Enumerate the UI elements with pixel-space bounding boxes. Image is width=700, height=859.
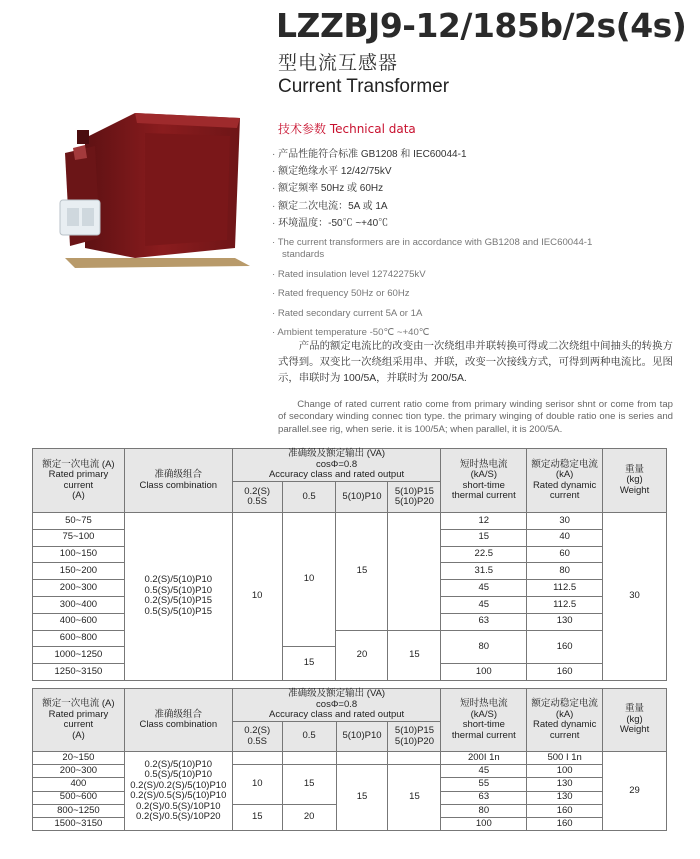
table-cell: 20 xyxy=(282,804,336,830)
table-cell: 50~75 xyxy=(33,513,125,530)
table-cell: 15 xyxy=(336,513,388,631)
table-cell: 130 xyxy=(527,613,603,630)
spec-table-1 xyxy=(32,448,667,681)
table-cell: 100~150 xyxy=(33,546,125,563)
spec-item-en: · Ambient temperature -50℃ ~+40℃ xyxy=(272,327,672,339)
current-transformer-image xyxy=(55,108,260,283)
header-class-1: 0.2(S) 0.5S xyxy=(232,722,282,752)
spec-item: · 产品性能符合标准 GB1208 和 IEC60044-1 xyxy=(272,146,467,163)
header-class-4: 5(10)P15 5(10)P20 xyxy=(388,722,441,752)
table-cell: 10 xyxy=(232,765,282,805)
header-class-3: 5(10)P10 xyxy=(336,482,388,513)
table-cell: 15 xyxy=(441,529,527,546)
header-primary-current: 额定一次电流 (A) Rated primary current (A) xyxy=(33,689,125,752)
table-cell: 1250~3150 xyxy=(33,664,125,681)
header-short-time-current: 短时热电流 (kA/S) short-time thermal current xyxy=(441,689,527,752)
header-class-3: 5(10)P10 xyxy=(336,722,388,752)
table-cell: 45 xyxy=(441,580,527,597)
table-cell: 500 I 1n xyxy=(527,752,603,765)
table-cell: 160 xyxy=(527,630,603,664)
spec-item-en: · The current transformers are in accordance with GB1208 and IEC60044-1 standards xyxy=(272,237,672,261)
header-primary-current: 额定一次电流 (A) Rated primary current (A) xyxy=(33,449,125,513)
table-cell: 45 xyxy=(441,765,527,778)
header-class-2: 0.5 xyxy=(282,482,336,513)
header-short-time-current: 短时热电流 (kA/S) short-time thermal current xyxy=(441,449,527,513)
table-row xyxy=(33,752,667,765)
table-cell: 22.5 xyxy=(441,546,527,563)
table-cell xyxy=(388,513,441,631)
table-cell: 20~150 xyxy=(33,752,125,765)
header-dynamic-current: 额定动稳定电流 (kA) Rated dynamic current xyxy=(527,689,603,752)
table-cell: 75~100 xyxy=(33,529,125,546)
table-cell: 130 xyxy=(527,778,603,791)
table-cell: 63 xyxy=(441,613,527,630)
header-class-4: 5(10)P15 5(10)P20 xyxy=(388,482,441,513)
spec-list-chinese xyxy=(272,146,467,232)
table-cell: 15 xyxy=(388,630,441,680)
table-cell: 160 xyxy=(527,804,603,817)
table-cell: 30 xyxy=(527,513,603,530)
table-cell: 800~1250 xyxy=(33,804,125,817)
table-cell: 15 xyxy=(282,765,336,805)
table-cell: 500~600 xyxy=(33,791,125,804)
table-cell: 100 xyxy=(441,664,527,681)
table-cell: 55 xyxy=(441,778,527,791)
table-cell: 31.5 xyxy=(441,563,527,580)
table-cell: 10 xyxy=(232,513,282,681)
table-cell: 112.5 xyxy=(527,596,603,613)
header-accuracy: 准确级及额定输出 (VA) cosΦ=0.8 Accuracy class and rated output xyxy=(232,449,441,482)
table-cell: 1500~3150 xyxy=(33,817,125,830)
table-cell: 100 xyxy=(441,817,527,830)
table-cell: 15 xyxy=(282,647,336,681)
table-cell: 15 xyxy=(232,804,282,830)
table-cell: 130 xyxy=(527,791,603,804)
table-cell: 160 xyxy=(527,664,603,681)
table-cell: 400 xyxy=(33,778,125,791)
spec-list-english xyxy=(272,237,672,347)
table-cell: 15 xyxy=(388,765,441,831)
weight-cell: 29 xyxy=(603,752,667,831)
class-combination-cell: 0.2(S)/5(10)P10 0.5(S)/5(10)P10 0.2(S)/0.2(S)/5(10)P10 0.2(S)/0.5(S)/5(10)P10 0.2(S)/0.5(S)/10P10 0.2(S)/0.5(S)/10P20 xyxy=(124,752,232,831)
header-accuracy: 准确级及额定输出 (VA) cosΦ=0.8 Accuracy class and rated output xyxy=(232,689,441,722)
table-cell: 80 xyxy=(441,804,527,817)
table-cell: 20 xyxy=(336,630,388,680)
table-cell: 400~600 xyxy=(33,613,125,630)
table-cell: 80 xyxy=(527,563,603,580)
spec-item-en: · Rated secondary current 5A or 1A xyxy=(272,308,672,320)
table-cell: 200~300 xyxy=(33,580,125,597)
spec-item: · 额定频率 50Hz 或 60Hz xyxy=(272,180,467,197)
table-cell: 112.5 xyxy=(527,580,603,597)
table-cell: 160 xyxy=(527,817,603,830)
header-dynamic-current: 额定动稳定电流 (kA) Rated dynamic current xyxy=(527,449,603,513)
model-number: LZZBJ9-12/185b/2s(4s) xyxy=(276,6,687,45)
header-class-1: 0.2(S) 0.5S xyxy=(232,482,282,513)
table-cell: 10 xyxy=(282,513,336,647)
table-cell: 1000~1250 xyxy=(33,647,125,664)
class-combination-cell: 0.2(S)/5(10)P10 0.5(S)/5(10)P10 0.2(S)/5(10)P15 0.5(S)/5(10)P15 xyxy=(124,513,232,681)
description-chinese: 产品的额定电流比的改变由一次绕组串并联转换可得或二次绕组中间抽头的转换方式得到。双变比一次绕组采用串、并联，改变一次接线方式，可得到两种电流比。见图示，串联时为 100/5A，并联时为 200/5A. xyxy=(278,341,673,384)
spec-item: · 环境温度：-50℃ ~+40℃ xyxy=(272,215,467,232)
technical-data-heading: 技术参数 Technical data xyxy=(278,122,416,136)
table-cell: 15 xyxy=(336,765,388,831)
spec-table-2 xyxy=(32,688,667,831)
table-cell: 80 xyxy=(441,630,527,664)
table-cell: 300~400 xyxy=(33,596,125,613)
header-class-combination: 准确级组合 Class combination xyxy=(124,689,232,752)
spec-item: · 额定二次电流：5A 或 1A xyxy=(272,198,467,215)
header-weight: 重量 (kg) Weight xyxy=(603,689,667,752)
table-cell: 45 xyxy=(441,596,527,613)
table-row xyxy=(33,513,667,530)
table-cell: 200~300 xyxy=(33,765,125,778)
title-chinese: 型电流互感器 xyxy=(278,52,399,74)
header-class-combination: 准确级组合 Class combination xyxy=(124,449,232,513)
table-cell: 100 xyxy=(527,765,603,778)
weight-cell: 30 xyxy=(603,513,667,681)
table-cell xyxy=(282,752,336,765)
spec-item-en: · Rated frequency 50Hz or 60Hz xyxy=(272,288,672,300)
table-cell: 40 xyxy=(527,529,603,546)
table-cell: 600~800 xyxy=(33,630,125,647)
table-cell xyxy=(232,752,282,765)
table-cell: 60 xyxy=(527,546,603,563)
description-english: Change of rated current ratio come from primary winding serisor shnt or come from tap of secondary winding connec tion type. the primary winging of double ratio one is series and parallel.see rig, when serie. it is 100/5A; when parallel, it is 200/5A. xyxy=(278,399,673,435)
table-cell xyxy=(388,752,441,765)
table-cell: 63 xyxy=(441,791,527,804)
header-class-2: 0.5 xyxy=(282,722,336,752)
title-english: Current Transformer xyxy=(278,76,450,97)
table-cell xyxy=(336,752,388,765)
table-cell: 200I 1n xyxy=(441,752,527,765)
spec-item-en: · Rated insulation level 12742275kV xyxy=(272,269,672,281)
header-weight: 重量 (kg) Weight xyxy=(603,449,667,513)
table-cell: 150~200 xyxy=(33,563,125,580)
table-cell: 12 xyxy=(441,513,527,530)
spec-item: · 额定绝缘水平 12/42/75kV xyxy=(272,163,467,180)
